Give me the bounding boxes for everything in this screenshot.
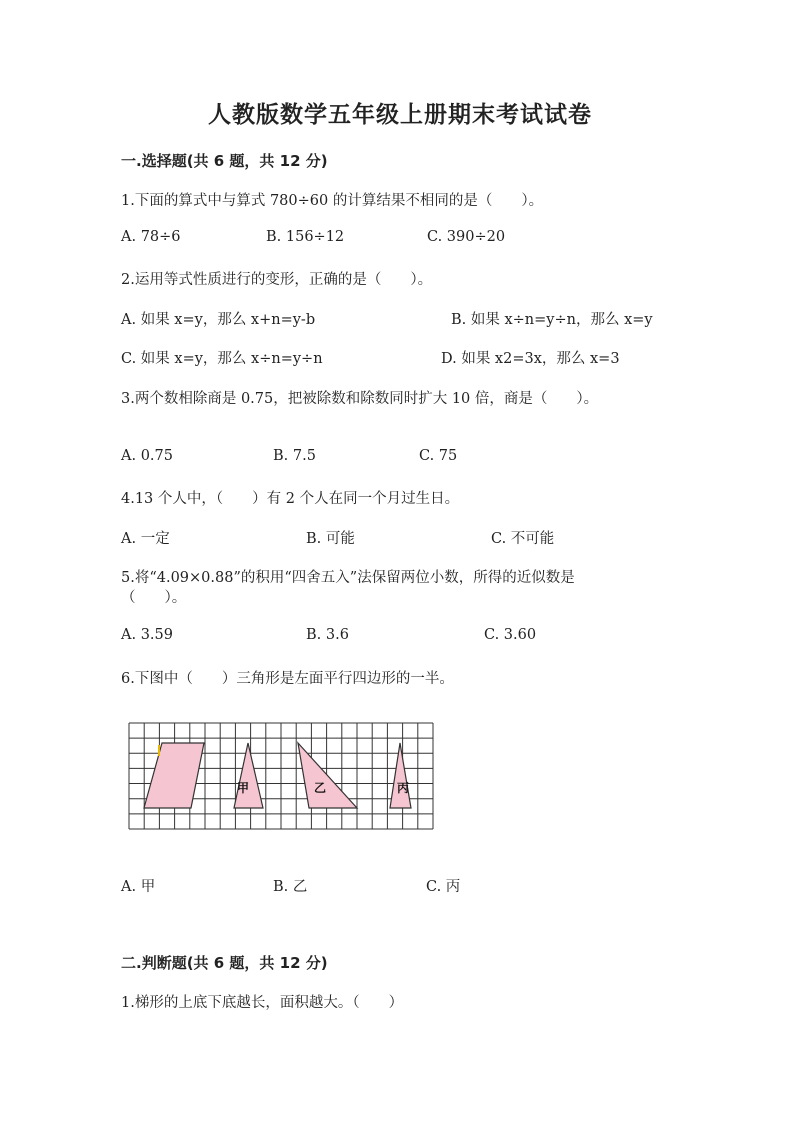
section-heading-judgement: 二.判断题(共 6 题，共 12 分) bbox=[121, 954, 328, 972]
question-3-option-c[interactable]: C. 75 bbox=[419, 448, 458, 464]
question-6-option-a[interactable]: A. 甲 bbox=[121, 879, 156, 895]
question-2-option-b[interactable]: B. 如果 x÷n=y÷n，那么 x=y bbox=[451, 312, 653, 328]
triangle-jia-label: 甲 bbox=[236, 781, 250, 795]
question-1-option-c[interactable]: C. 390÷20 bbox=[427, 229, 506, 245]
triangle-yi-label: 乙 bbox=[313, 781, 327, 795]
triangle-yi-shape bbox=[298, 743, 357, 808]
question-5-option-a[interactable]: A. 3.59 bbox=[121, 627, 173, 643]
triangle-bing-shape bbox=[390, 743, 411, 808]
question-5-option-b[interactable]: B. 3.6 bbox=[306, 627, 349, 643]
question-3-text: 3.两个数相除商是 0.75，把被除数和除数同时扩大 10 倍，商是（ ）。 bbox=[121, 391, 599, 407]
question-2-text: 2.运用等式性质进行的变形，正确的是（ ）。 bbox=[121, 272, 433, 288]
question-6-option-b[interactable]: B. 乙 bbox=[273, 879, 308, 895]
question-5-text-line2: （ ）。 bbox=[121, 590, 187, 606]
triangle-jia-shape bbox=[234, 743, 263, 808]
question-4-option-b[interactable]: B. 可能 bbox=[306, 531, 355, 547]
question-1-text: 1.下面的算式中与算式 780÷60 的计算结果不相同的是（ ）。 bbox=[121, 193, 544, 209]
question-1-option-a[interactable]: A. 78÷6 bbox=[121, 229, 181, 245]
judgement-question-1-text: 1.梯形的上底下底越长，面积越大。（ ） bbox=[121, 995, 404, 1011]
question-3-option-b[interactable]: B. 7.5 bbox=[273, 448, 316, 464]
grid-figure bbox=[128, 722, 434, 830]
question-4-option-c[interactable]: C. 不可能 bbox=[491, 531, 555, 547]
question-5-option-c[interactable]: C. 3.60 bbox=[484, 627, 537, 643]
question-4-option-a[interactable]: A. 一定 bbox=[121, 531, 170, 547]
question-2-option-d[interactable]: D. 如果 x2=3x，那么 x=3 bbox=[441, 351, 620, 367]
question-5-text: 5.将“4.09×0.88”的积用“四舍五入”法保留两位小数，所得的近似数是 bbox=[121, 570, 575, 586]
question-2-option-c[interactable]: C. 如果 x=y，那么 x÷n=y÷n bbox=[121, 351, 323, 367]
question-6-option-c[interactable]: C. 丙 bbox=[426, 879, 461, 895]
section-heading-choice: 一.选择题(共 6 题，共 12 分) bbox=[121, 152, 328, 170]
triangle-bing-label: 丙 bbox=[396, 781, 410, 795]
question-3-option-a[interactable]: A. 0.75 bbox=[121, 448, 173, 464]
question-1-option-b[interactable]: B. 156÷12 bbox=[266, 229, 345, 245]
question-2-option-a[interactable]: A. 如果 x=y，那么 x+n=y-b bbox=[121, 312, 316, 328]
page-title: 人教版数学五年级上册期末考试试卷 bbox=[208, 102, 592, 128]
question-6-text: 6.下图中（ ）三角形是左面平行四边形的一半。 bbox=[121, 671, 454, 687]
question-4-text: 4.13 个人中，（ ）有 2 个人在同一个月过生日。 bbox=[121, 491, 460, 507]
